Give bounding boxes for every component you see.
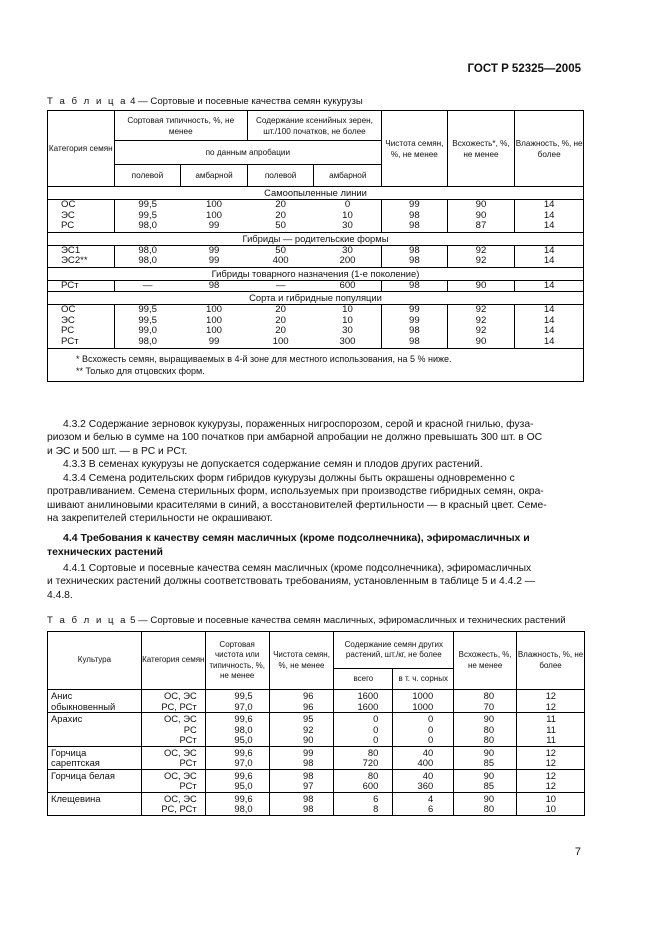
table-cell: 30 [314, 326, 382, 337]
table-cell: 80 70 [454, 690, 517, 713]
table-cell: ОС, ЭС РС, РСт [141, 690, 205, 713]
table5 [47, 631, 585, 816]
table-cell: 99 [382, 316, 448, 327]
table-cell: 98 97 [269, 769, 334, 792]
table-cell: 99,6 98,0 [205, 792, 269, 815]
s44-line-2: технических растений [47, 545, 163, 558]
table-cell: 14 [515, 256, 584, 267]
table-cell: 99,6 98,0 95,0 [205, 713, 269, 747]
table-cell: 30 [314, 221, 382, 232]
col-approbation: по данным апробации [114, 141, 381, 165]
section-title: Самоопыленные линии [48, 187, 584, 200]
row-category: ЭС [48, 316, 115, 327]
table-cell: 99,5 [138, 209, 157, 221]
table-cell: 92 [447, 305, 515, 316]
table-row [48, 690, 585, 713]
table-row [48, 337, 584, 349]
table-cell: 20 [275, 304, 286, 315]
table-cell: 30 [314, 245, 382, 256]
table-cell: — [275, 279, 286, 291]
table-cell: 100 [206, 314, 223, 326]
row-category: ОС [48, 305, 115, 316]
p441-line-3: 4.4.8. [47, 589, 73, 601]
col-barn-1: амбарной [181, 165, 248, 187]
table-cell: 6 8 [334, 792, 393, 815]
table-cell: 14 [515, 280, 584, 292]
table-cell: 40 360 [393, 769, 454, 792]
table-cell: 90 80 [454, 792, 517, 815]
table-cell: 0 0 0 [393, 713, 454, 747]
table-cell: 99 [382, 200, 448, 211]
paragraph-4-3-4 [47, 472, 585, 526]
table-cell: 200 [314, 256, 382, 267]
table-cell: 10 10 [517, 792, 585, 815]
table-cell: 90 [447, 337, 515, 349]
footnote-2: ** Только для отцовских форм. [76, 366, 205, 376]
row-category: ЭС2** [48, 256, 115, 267]
document-id: ГОСТ Р 52325—2005 [467, 63, 581, 75]
table-cell: 99,6 95,0 [205, 769, 269, 792]
col-germination: Всхожесть, %, не менее [454, 632, 517, 690]
col-purity: Чистота семян, %, не менее [382, 111, 448, 187]
section-title: Гибриды товарного назначения (1-е поколение) [48, 267, 584, 280]
table-cell: 99,5 [138, 304, 157, 315]
table-cell: 87 [447, 221, 515, 232]
col-germination: Всхожесть*, %, не менее [447, 111, 515, 187]
table-cell: 12 12 [517, 746, 585, 769]
col-barn-2: амбарной [314, 165, 382, 187]
table-cell: 14 [515, 316, 584, 327]
table-cell: 90 85 [454, 746, 517, 769]
col-category: Категория семян [48, 111, 115, 187]
table-cell: 0 0 0 [334, 713, 393, 747]
table-cell: 98 [382, 256, 448, 267]
table-row [48, 256, 584, 267]
table-cell: 98 [382, 337, 448, 349]
p434-line-3: шивают анилиновыми красителями в синий, а восстановителей фертильности — в красный цвет. Семе- [47, 499, 547, 511]
crop-name: Анис обыкновенный [48, 690, 142, 713]
table-row [48, 746, 585, 769]
table-cell: 99,5 [138, 314, 157, 326]
table-cell: 99,6 97,0 [205, 746, 269, 769]
col-weedy: в т. ч. сорных [393, 669, 454, 690]
table-cell: 98 [382, 245, 448, 256]
table-cell: 100 [206, 325, 223, 336]
table-cell: 98,0 [138, 255, 157, 266]
table-row [48, 769, 585, 792]
table-cell: 100 [272, 335, 289, 347]
table-cell: 10 [314, 316, 382, 327]
col-other-seeds: Содержание семян других растений, шт./кг, не более [334, 632, 454, 669]
table-cell: 300 [314, 337, 382, 349]
table-cell: 1000 1000 [393, 690, 454, 713]
col-moisture: Влажность, %, не более [517, 632, 585, 690]
table4-caption [47, 96, 363, 107]
table-cell: 90 85 [454, 769, 517, 792]
crop-name: Клещевина [48, 792, 142, 815]
table-cell: 10 [314, 211, 382, 222]
table-cell: 98 [382, 221, 448, 232]
table4-caption-prefix: Т а б л и ц а [47, 96, 128, 107]
section-title: Гибриды — родительские формы [48, 232, 584, 245]
table-cell: 92 [447, 256, 515, 267]
table-cell: 100 [206, 199, 223, 210]
table-cell: ОС, ЭС РСт [141, 746, 205, 769]
p441-line-2: и технических растений должны соответствовать требованиям, установленным в таблице 5 и 4.4.2 — [47, 576, 536, 588]
paragraph-4-3-3: 4.3.3 В семенах кукурузы не допускается содержание семян и плодов других растений. [63, 459, 483, 470]
table-cell: 90 [447, 200, 515, 211]
paragraph-4-4-1 [47, 562, 585, 602]
table-cell: 99,0 [138, 325, 157, 336]
crop-name: Арахис [48, 713, 142, 747]
table-cell: 80 600 [334, 769, 393, 792]
table-cell: 11 11 11 [517, 713, 585, 747]
table-cell: 14 [515, 245, 584, 256]
col-typicity: Сортовая чистота или типичность, %, не менее [205, 632, 269, 690]
table-row [48, 221, 584, 232]
row-category: ЭС1 [48, 245, 115, 256]
table-row [48, 316, 584, 327]
table-cell: 400 [272, 255, 289, 266]
table4-footnotes [48, 349, 584, 382]
col-moisture: Влажность, %, не более [515, 111, 584, 187]
table-row [48, 713, 585, 747]
crop-name: Горчица сарептская [48, 746, 142, 769]
p434-line-1: 4.3.4 Семена родительских форм гибридов кукурузы должны быть окрашены одновременно с [63, 473, 515, 484]
table4-caption-text: 4 — Сортовые и посевные качества семян кукурузы [127, 96, 363, 107]
p432-line-2: риозом и белью в сумме на 100 початков при амбарной апробации не должно превышать 300 шт. в ОС [47, 432, 543, 444]
crop-name: Горчица белая [48, 769, 142, 792]
table-cell: 14 [515, 211, 584, 222]
table-cell: 14 [515, 337, 584, 349]
table-cell: 50 [275, 220, 286, 231]
table-cell: 96 96 [269, 690, 334, 713]
table-cell: 99 98 [269, 746, 334, 769]
p432-line-3: и ЭС и 500 шт. — в РС и РСт. [47, 445, 188, 457]
table-cell: 10 [314, 305, 382, 316]
table-row [48, 305, 584, 316]
col-purity: Чистота семян, %, не менее [269, 632, 334, 690]
table-cell: ОС, ЭС РСт [141, 769, 205, 792]
p434-line-4: на закрепителей стерильности не окрашивают. [47, 513, 273, 525]
table-cell: 1600 1600 [334, 690, 393, 713]
col-total: всего [334, 669, 393, 690]
table-cell: 98,0 [138, 220, 157, 231]
section-4-4-heading [47, 532, 585, 559]
table-cell: 20 [275, 199, 286, 210]
table-cell: 12 12 [517, 769, 585, 792]
table5-caption-prefix: Т а б л и ц а [47, 615, 128, 626]
col-typicity: Сортовая типичность, %, не менее [114, 111, 247, 141]
table-cell: ОС, ЭС РС РСт [141, 713, 205, 747]
table-cell: 80 720 [334, 746, 393, 769]
table-cell: 98 [208, 279, 220, 291]
table-cell: 98 [382, 326, 448, 337]
p432-line-1: 4.3.2 Содержание зерновок кукурузы, пораженных нигроспорозом, серой и красной гнилью, фуза- [63, 419, 534, 430]
table-cell: 50 [275, 244, 286, 256]
p434-line-2: протравливанием. Семена стерильных форм, используемых при производстве гибридных семян, окра- [47, 486, 544, 498]
table-cell: 90 [447, 280, 515, 292]
table-cell: 14 [515, 305, 584, 316]
table-cell: 600 [314, 280, 382, 292]
col-field-1: полевой [114, 165, 181, 187]
table-cell: 98 [382, 211, 448, 222]
table-row [48, 211, 584, 222]
s44-line-1: 4.4 Требования к качеству семян масличных (кроме подсолнечника), эфиромасличных и [63, 532, 530, 544]
table-cell: 99,5 [138, 199, 157, 210]
table-cell: 99 [208, 335, 220, 347]
table-cell: 12 12 [517, 690, 585, 713]
table-row [48, 326, 584, 337]
table-cell: 92 [447, 326, 515, 337]
table-cell: 20 [275, 209, 286, 221]
table-cell: 20 [275, 314, 286, 326]
table-cell: 99 [208, 255, 220, 266]
section-title: Сорта и гибридные популяции [48, 292, 584, 305]
paragraph-4-3-2 [47, 418, 585, 458]
table-cell: 20 [275, 325, 286, 336]
table-cell: 98 [382, 280, 448, 292]
table-row [48, 245, 584, 256]
table-row [48, 200, 584, 211]
table-row [48, 792, 585, 815]
table-cell: 100 [206, 209, 223, 221]
col-xenia: Содержание ксенийных зерен, шт./100 початков, не более [247, 111, 381, 141]
table-cell: 99 [208, 220, 220, 231]
row-category: РСт [48, 280, 115, 292]
page-number: 7 [574, 846, 581, 858]
table-cell: 92 [447, 316, 515, 327]
table-cell: 98,0 [138, 335, 157, 347]
table-cell: 40 400 [393, 746, 454, 769]
table-cell: 14 [515, 326, 584, 337]
table-cell: ОС, ЭС РС, РСт [141, 792, 205, 815]
table-cell: 92 [447, 245, 515, 256]
row-category: РС [48, 326, 115, 337]
row-category: РС [48, 221, 115, 232]
table-cell: 90 80 80 [454, 713, 517, 747]
table-cell: 90 [447, 211, 515, 222]
table-cell: 98,0 [138, 244, 157, 256]
table-cell: 99 [208, 244, 220, 256]
table-cell: 4 6 [393, 792, 454, 815]
col-category: Категория семян [141, 632, 205, 690]
table5-caption [47, 615, 566, 626]
row-category: ОС [48, 200, 115, 211]
col-field-2: полевой [247, 165, 314, 187]
table5-caption-text: 5 — Сортовые и посевные качества семян масличных, эфиромасличных и технических растений [127, 615, 566, 626]
table-cell: 14 [515, 200, 584, 211]
row-category: РСт [48, 337, 115, 349]
table4 [47, 110, 584, 382]
p441-line-1: 4.4.1 Сортовые и посевные качества семян масличных (кроме подсолнечника), эфиромасличных [63, 563, 532, 574]
col-crop: Культура [48, 632, 142, 690]
table-cell: 98 98 [269, 792, 334, 815]
table-row [48, 280, 584, 292]
table-cell: 14 [515, 221, 584, 232]
row-category: ЭС [48, 211, 115, 222]
footnote-1: * Всхожесть семян, выращиваемых в 4-й зоне для местного использования, на 5 % ниже. [76, 354, 452, 364]
table-cell: 99,5 97,0 [205, 690, 269, 713]
table-cell: 100 [206, 304, 223, 315]
table-cell: 0 [314, 200, 382, 211]
table-cell: — [142, 279, 153, 291]
table-cell: 99 [382, 305, 448, 316]
table-cell: 95 92 90 [269, 713, 334, 747]
